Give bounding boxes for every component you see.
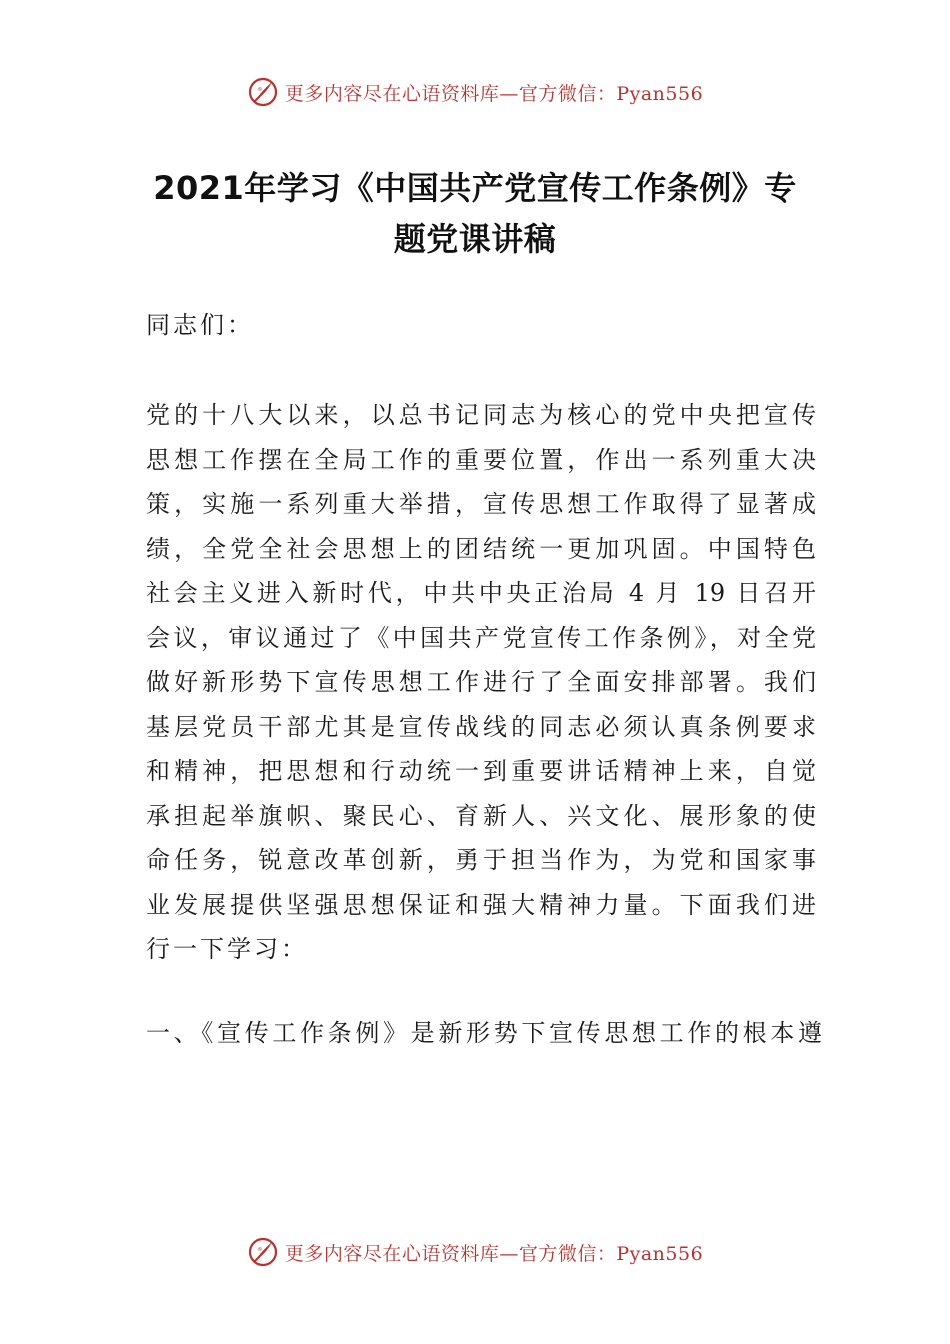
footer-banner — [0, 1232, 950, 1272]
paragraph-line: 做好新形势下宣传思想工作进行了全面安排部署。我们 — [146, 668, 816, 696]
paragraph-line: 思想工作摆在全局工作的重要位置，作出一系列重大决 — [146, 445, 816, 474]
paragraph-line: 承担起举旗帜、聚民心、育新人、兴文化、展形象的使 — [146, 801, 816, 830]
footer-banner-wechat: 官方微信：Pyan556 — [518, 1242, 704, 1265]
paragraph-line: 命任务，锐意改革创新，勇于担当作为，为党和国家事 — [146, 846, 816, 874]
paragraph-line: 会议，审议通过了《中国共产党宣传工作条例》，对全党 — [146, 623, 816, 652]
header-banner-wechat: 官方微信：Pyan556 — [518, 82, 704, 105]
paragraph-line: 社会主义进入新时代，中共中央正治局 4 月 19 日召开 — [146, 579, 816, 607]
paragraph-line: 行一下学习： — [146, 935, 308, 963]
quill-pen-logo-icon — [247, 1236, 279, 1268]
header-banner-label: 更多内容尽在心语资料库— — [284, 82, 519, 105]
page-title-line-1: 2021年学习《中国共产党宣传工作条例》专 — [153, 169, 797, 207]
page-title — [90, 163, 860, 265]
header-banner — [0, 72, 950, 112]
quill-pen-logo-icon — [247, 76, 279, 108]
paragraph-line: 党的十八大以来，以总书记同志为核心的党中央把宣传 — [146, 401, 816, 429]
page-title-line-2: 题党课讲稿 — [393, 220, 557, 258]
header-banner-text — [285, 79, 703, 106]
paragraph-line: 业发展提供坚强思想保证和强大精神力量。下面我们进 — [146, 890, 816, 919]
body-paragraph — [146, 393, 816, 972]
footer-banner-text — [285, 1239, 703, 1266]
paragraph-line: 基层党员干部尤其是宣传战线的同志必须认真条例要求 — [146, 712, 816, 741]
footer-banner-label: 更多内容尽在心语资料库— — [284, 1242, 519, 1265]
salutation: 同志们： — [146, 311, 254, 339]
paragraph-line: 策，实施一系列重大举措，宣传思想工作取得了显著成 — [146, 490, 816, 518]
section-heading: 一、《宣传工作条例》是新形势下宣传思想工作的根本遵 — [146, 1019, 822, 1047]
paragraph-line: 和精神，把思想和行动统一到重要讲话精神上来，自觉 — [146, 757, 816, 785]
paragraph-line: 绩，全党全社会思想上的团结统一更加巩固。中国特色 — [146, 534, 816, 563]
